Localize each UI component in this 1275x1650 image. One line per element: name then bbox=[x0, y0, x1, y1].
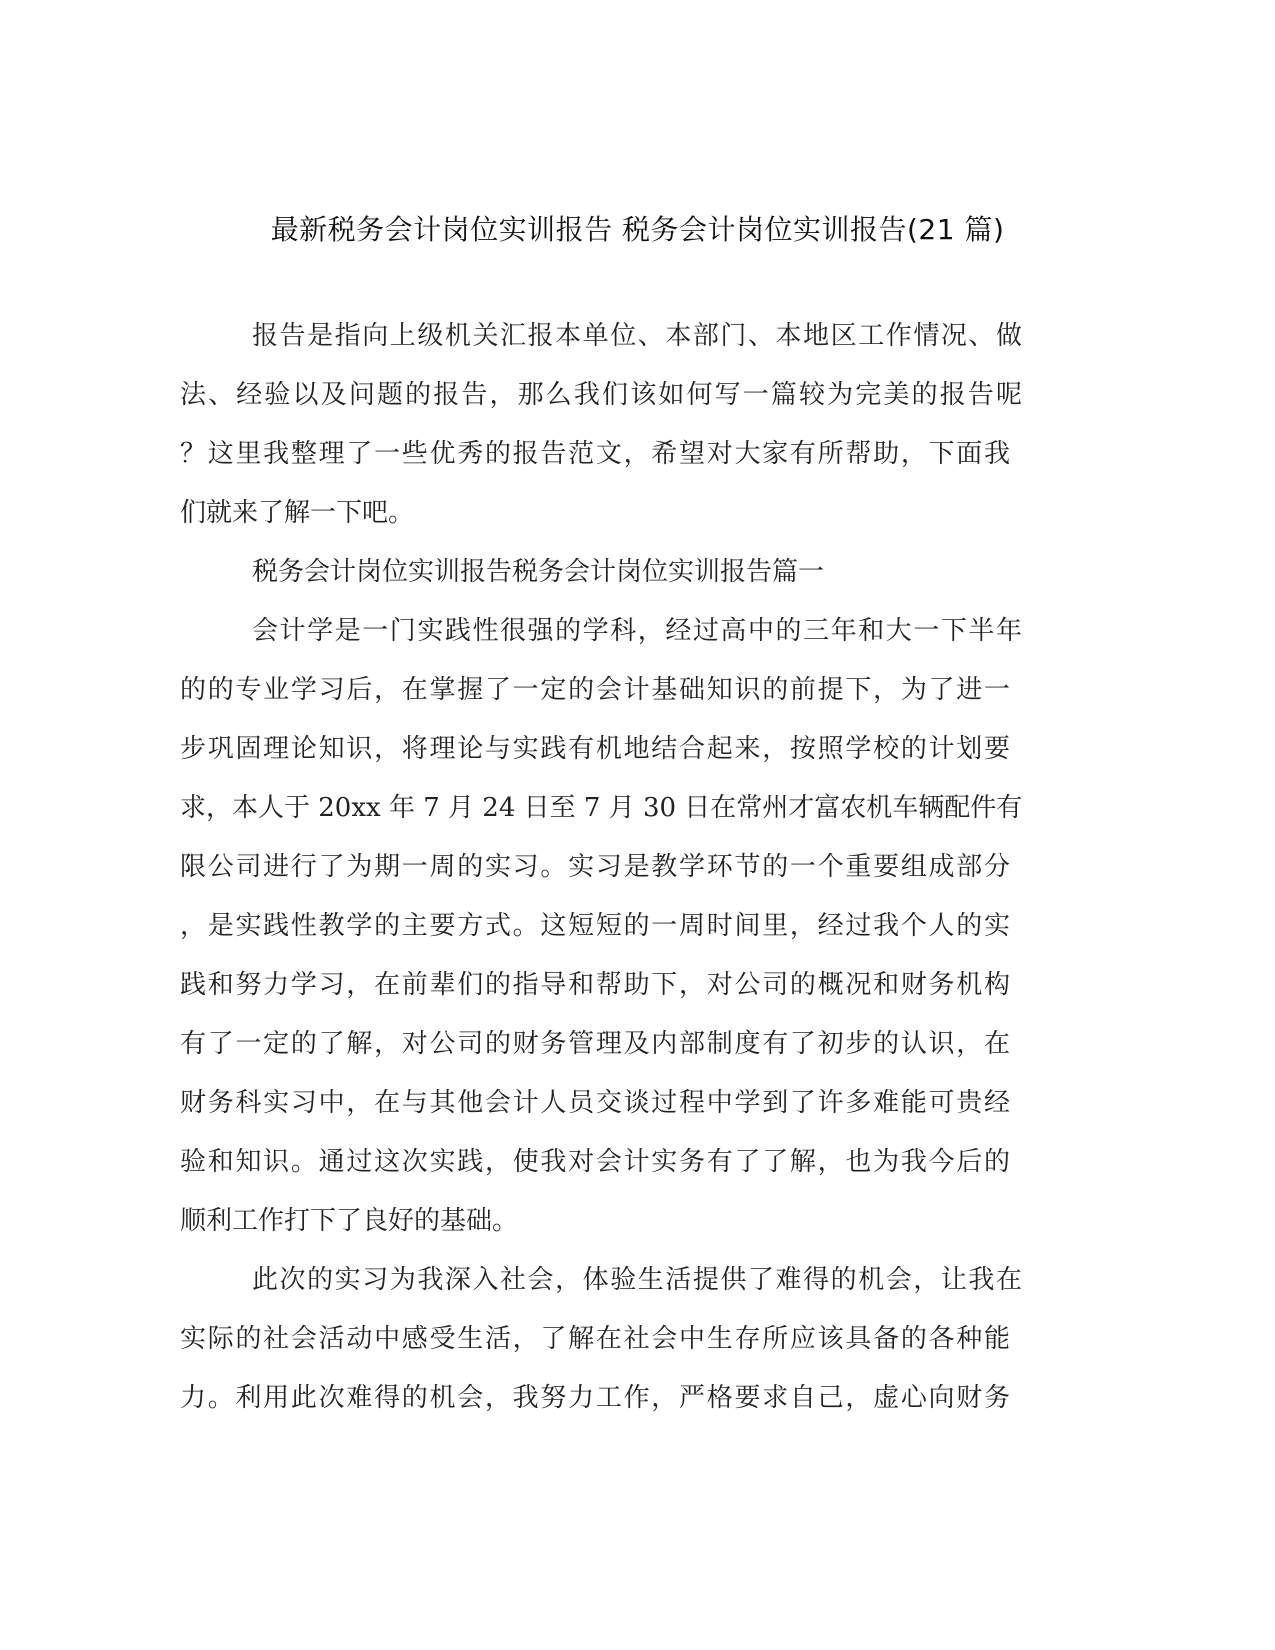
paragraph-2-line-10: 验和知识。通过这次实践，使我对会计实务有了了解，也为我今后的 bbox=[180, 1147, 1010, 1177]
paragraph-1-line-4: 们就来了解一下吧。 bbox=[180, 498, 415, 528]
paragraph-2-line-7: 践和努力学习，在前辈们的指导和帮助下，对公司的概况和财务机构 bbox=[180, 970, 1010, 1000]
section-heading: 税务会计岗位实训报告税务会计岗位实训报告篇一 bbox=[252, 557, 825, 587]
paragraph-3-line-2: 实际的社会活动中感受生活，了解在社会中生存所应该具备的各种能 bbox=[180, 1324, 1010, 1354]
paragraph-2-line-9: 财务科实习中，在与其他会计人员交谈过程中学到了许多难能可贵经 bbox=[180, 1088, 1010, 1118]
paragraph-2-line-8: 有了一定的了解，对公司的财务管理及内部制度有了初步的认识，在 bbox=[180, 1029, 1010, 1059]
paragraph-3-line-1: 此次的实习为我深入社会，体验生活提供了难得的机会，让我在 bbox=[252, 1265, 1022, 1295]
paragraph-2-line-4: 求，本人于 20xx 年 7 月 24 日至 7 月 30 日在常州才富农机车辆配件有 bbox=[180, 793, 1023, 823]
paragraph-2-line-2: 的的专业学习后，在掌握了一定的会计基础知识的前提下，为了进一 bbox=[180, 675, 1010, 705]
paragraph-1-line-3: ？这里我整理了一些优秀的报告范文，希望对大家有所帮助，下面我 bbox=[180, 439, 1010, 469]
paragraph-1-line-1: 报告是指向上级机关汇报本单位、本部门、本地区工作情况、做 bbox=[252, 321, 1022, 351]
paragraph-2-line-5: 限公司进行了为期一周的实习。实习是教学环节的一个重要组成部分 bbox=[180, 852, 1010, 882]
paragraph-1-line-2: 法、经验以及问题的报告，那么我们该如何写一篇较为完美的报告呢 bbox=[180, 380, 1022, 410]
paragraph-2-line-6: ，是实践性教学的主要方式。这短短的一周时间里，经过我个人的实 bbox=[180, 911, 1010, 941]
document-title: 最新税务会计岗位实训报告 税务会计岗位实训报告(21 篇) bbox=[270, 213, 1005, 246]
paragraph-2-line-1: 会计学是一门实践性很强的学科，经过高中的三年和大一下半年 bbox=[252, 616, 1022, 646]
paragraph-2-line-3: 步巩固理论知识，将理论与实践有机地结合起来，按照学校的计划要 bbox=[180, 734, 1010, 764]
paragraph-3-line-3: 力。利用此次难得的机会，我努力工作，严格要求自己，虚心向财务 bbox=[180, 1383, 1010, 1413]
paragraph-2-line-11: 顺利工作打下了良好的基础。 bbox=[180, 1206, 519, 1236]
